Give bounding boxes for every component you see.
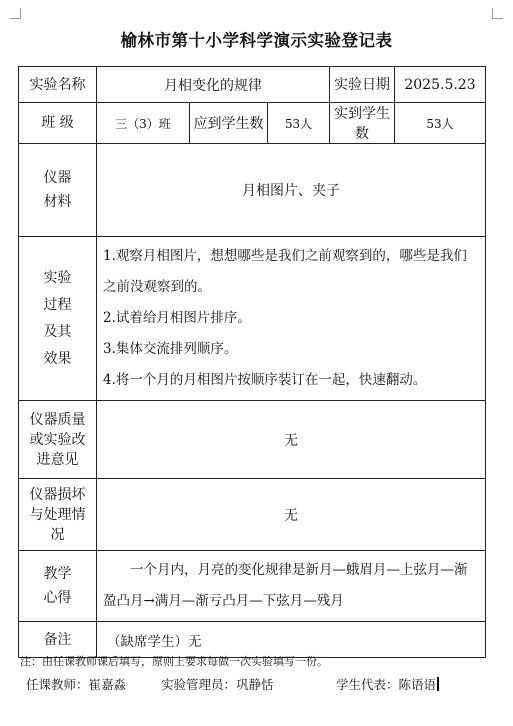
process-label: 实验过程及其效果 [19, 237, 97, 401]
class-value[interactable]: 三（3）班 [97, 103, 190, 144]
quality-value[interactable]: 无 [97, 401, 486, 479]
row-materials [19, 144, 486, 237]
remark-label: 备注 [19, 622, 97, 658]
experiment-name-label: 实验名称 [19, 67, 97, 103]
row-class [19, 103, 486, 144]
row-insight [19, 551, 486, 622]
expected-students-value[interactable]: 53人 [268, 103, 330, 144]
remark-value[interactable]: （缺席学生）无 [97, 622, 486, 658]
page-corner-mark-left [10, 8, 21, 19]
expected-students-label: 应到学生数 [190, 103, 268, 144]
manager-signature[interactable]: 实验管理员：巩静恬 [161, 677, 274, 692]
insight-text: 一个月内，月亮的变化规律是新月—蛾眉月—上弦月—渐盈凸月→满月—渐亏凸月—下弦月—残月 [103, 562, 468, 609]
insight-label: 教学心得 [19, 551, 97, 622]
date-label: 实验日期 [330, 67, 395, 103]
row-experiment-name [19, 67, 486, 103]
actual-students-label: 实到学生数 [330, 103, 395, 144]
teacher-signature[interactable]: 任课教师：崔嘉淼 [26, 677, 127, 692]
damage-label: 仪器损坏与处理情况 [19, 479, 97, 551]
student-signature[interactable] [336, 675, 439, 693]
page-corner-mark-right [492, 8, 503, 19]
date-value[interactable]: 2025.5.23 [395, 67, 486, 103]
process-step-2: 2.试着给月相图片排序。 [103, 310, 251, 326]
insight-content[interactable] [97, 551, 486, 622]
materials-value[interactable]: 月相图片、夹子 [97, 144, 486, 237]
actual-students-value[interactable]: 53人 [395, 103, 486, 144]
student-signature-text: 学生代表：陈语语 [336, 677, 437, 692]
process-content[interactable] [97, 237, 486, 401]
row-quality [19, 401, 486, 479]
quality-label: 仪器质量或实验改进意见 [19, 401, 97, 479]
footnote: 注：由任课教师课后填写，原则上要求每做一次实验填写一份。 [20, 655, 328, 668]
damage-value[interactable]: 无 [97, 479, 486, 551]
text-cursor [437, 677, 439, 691]
page-title: 榆林市第十小学科学演示实验登记表 [120, 31, 393, 50]
materials-label: 仪器材料 [19, 144, 97, 237]
process-step-1: 1.观察月相图片，想想哪些是我们之前观察到的，哪些是我们之前没观察到的。 [103, 248, 467, 295]
registration-form-table [18, 66, 486, 658]
process-step-4: 4.将一个月的月相图片按顺序装订在一起，快速翻动。 [103, 372, 427, 388]
process-step-3: 3.集体交流排列顺序。 [103, 341, 238, 357]
row-process [19, 237, 486, 401]
experiment-name-value[interactable]: 月相变化的规律 [97, 67, 330, 103]
class-label: 班 级 [19, 103, 97, 144]
row-damage [19, 479, 486, 551]
